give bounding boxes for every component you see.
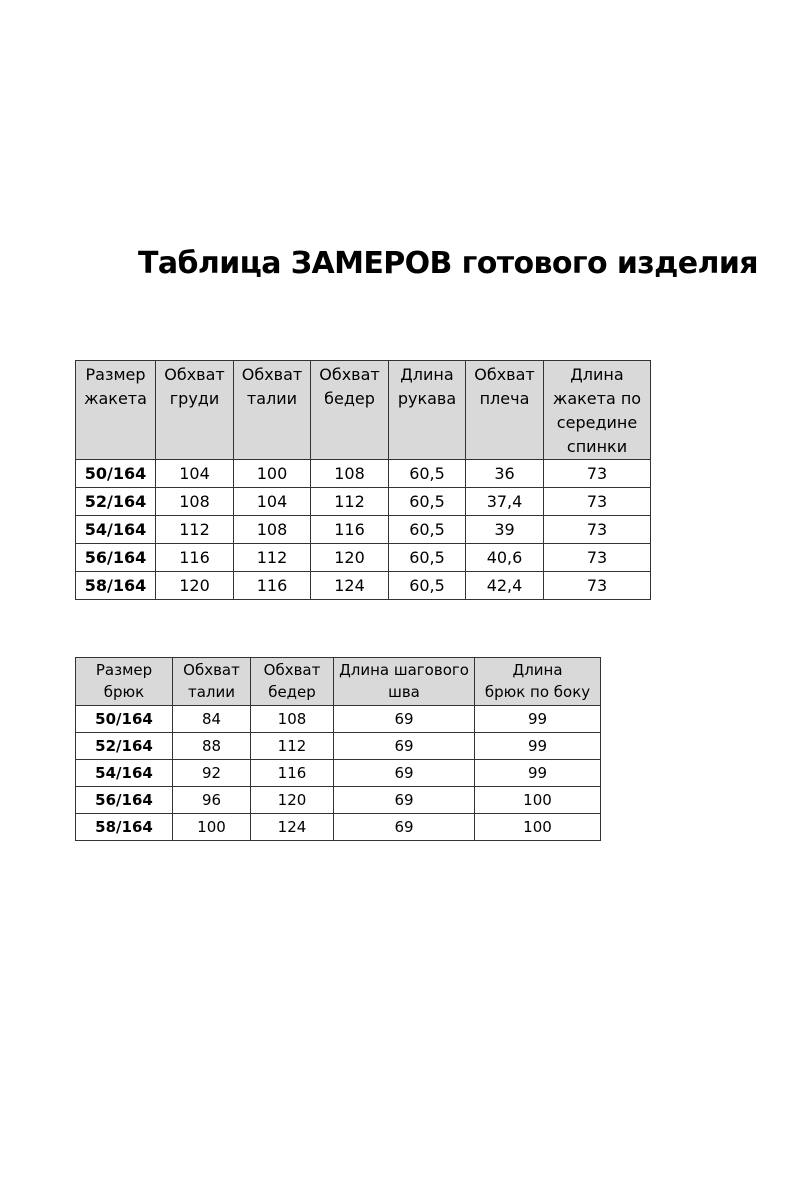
header-cell: Обхват груди [156, 361, 234, 460]
table-cell: 100 [475, 814, 601, 841]
table-cell: 120 [311, 544, 389, 572]
header-cell: Размер жакета [76, 361, 156, 460]
table-cell: 73 [544, 516, 651, 544]
table-cell: 60,5 [389, 460, 466, 488]
header-cell: Размер брюк [76, 658, 173, 706]
header-cell: Длина жакета по середине спинки [544, 361, 651, 460]
table-cell: 37,4 [466, 488, 544, 516]
size-cell: 54/164 [76, 516, 156, 544]
table-cell: 42,4 [466, 572, 544, 600]
table-cell: 116 [156, 544, 234, 572]
table-cell: 36 [466, 460, 544, 488]
size-cell: 52/164 [76, 488, 156, 516]
header-cell: Обхват бедер [251, 658, 334, 706]
table-cell: 60,5 [389, 572, 466, 600]
table-row [76, 488, 651, 516]
size-cell: 56/164 [76, 787, 173, 814]
header-cell: Обхват талии [173, 658, 251, 706]
table-cell: 100 [475, 787, 601, 814]
table-cell: 92 [173, 760, 251, 787]
table-cell: 39 [466, 516, 544, 544]
table-cell: 100 [234, 460, 311, 488]
table-cell: 100 [173, 814, 251, 841]
table-cell: 84 [173, 706, 251, 733]
table-cell: 73 [544, 488, 651, 516]
table-cell: 112 [251, 733, 334, 760]
size-cell: 52/164 [76, 733, 173, 760]
table-cell: 73 [544, 460, 651, 488]
size-cell: 50/164 [76, 706, 173, 733]
header-cell: Обхват талии [234, 361, 311, 460]
table-cell: 96 [173, 787, 251, 814]
trousers-measurements-table [75, 657, 601, 841]
table-cell: 88 [173, 733, 251, 760]
size-cell: 56/164 [76, 544, 156, 572]
table-cell: 60,5 [389, 544, 466, 572]
header-cell: Обхват бедер [311, 361, 389, 460]
table-row [76, 814, 601, 841]
table-cell: 108 [156, 488, 234, 516]
size-cell: 58/164 [76, 572, 156, 600]
table-cell: 73 [544, 572, 651, 600]
table-cell: 108 [311, 460, 389, 488]
header-cell: Длина рукава [389, 361, 466, 460]
table-cell: 120 [156, 572, 234, 600]
table-row [76, 516, 651, 544]
table-cell: 124 [311, 572, 389, 600]
size-cell: 50/164 [76, 460, 156, 488]
table-cell: 69 [334, 814, 475, 841]
size-cell: 58/164 [76, 814, 173, 841]
header-cell: Обхват плеча [466, 361, 544, 460]
table-cell: 112 [234, 544, 311, 572]
header-cell: Длина шагового шва [334, 658, 475, 706]
table-cell: 73 [544, 544, 651, 572]
table-cell: 104 [234, 488, 311, 516]
table-cell: 99 [475, 733, 601, 760]
table-cell: 69 [334, 760, 475, 787]
table-cell: 40,6 [466, 544, 544, 572]
table-cell: 116 [311, 516, 389, 544]
table-cell: 124 [251, 814, 334, 841]
table-cell: 112 [156, 516, 234, 544]
table-row [76, 733, 601, 760]
table-row [76, 460, 651, 488]
table-cell: 60,5 [389, 516, 466, 544]
table-cell: 108 [234, 516, 311, 544]
table-cell: 69 [334, 787, 475, 814]
table-cell: 60,5 [389, 488, 466, 516]
table-row [76, 706, 601, 733]
table-cell: 69 [334, 706, 475, 733]
table-cell: 108 [251, 706, 334, 733]
table-cell: 104 [156, 460, 234, 488]
table-cell: 69 [334, 733, 475, 760]
table-cell: 116 [251, 760, 334, 787]
jacket-measurements-table [75, 360, 651, 600]
table-row [76, 572, 651, 600]
table-row [76, 544, 651, 572]
size-cell: 54/164 [76, 760, 173, 787]
table-row [76, 787, 601, 814]
table-cell: 112 [311, 488, 389, 516]
header-cell: Длина брюк по боку [475, 658, 601, 706]
table-cell: 116 [234, 572, 311, 600]
table-cell: 99 [475, 706, 601, 733]
table-header-row [76, 361, 651, 460]
table-cell: 120 [251, 787, 334, 814]
page-title: Таблица ЗАМЕРОВ готового изделия [138, 246, 758, 281]
table-header-row [76, 658, 601, 706]
table-cell: 99 [475, 760, 601, 787]
table-row [76, 760, 601, 787]
